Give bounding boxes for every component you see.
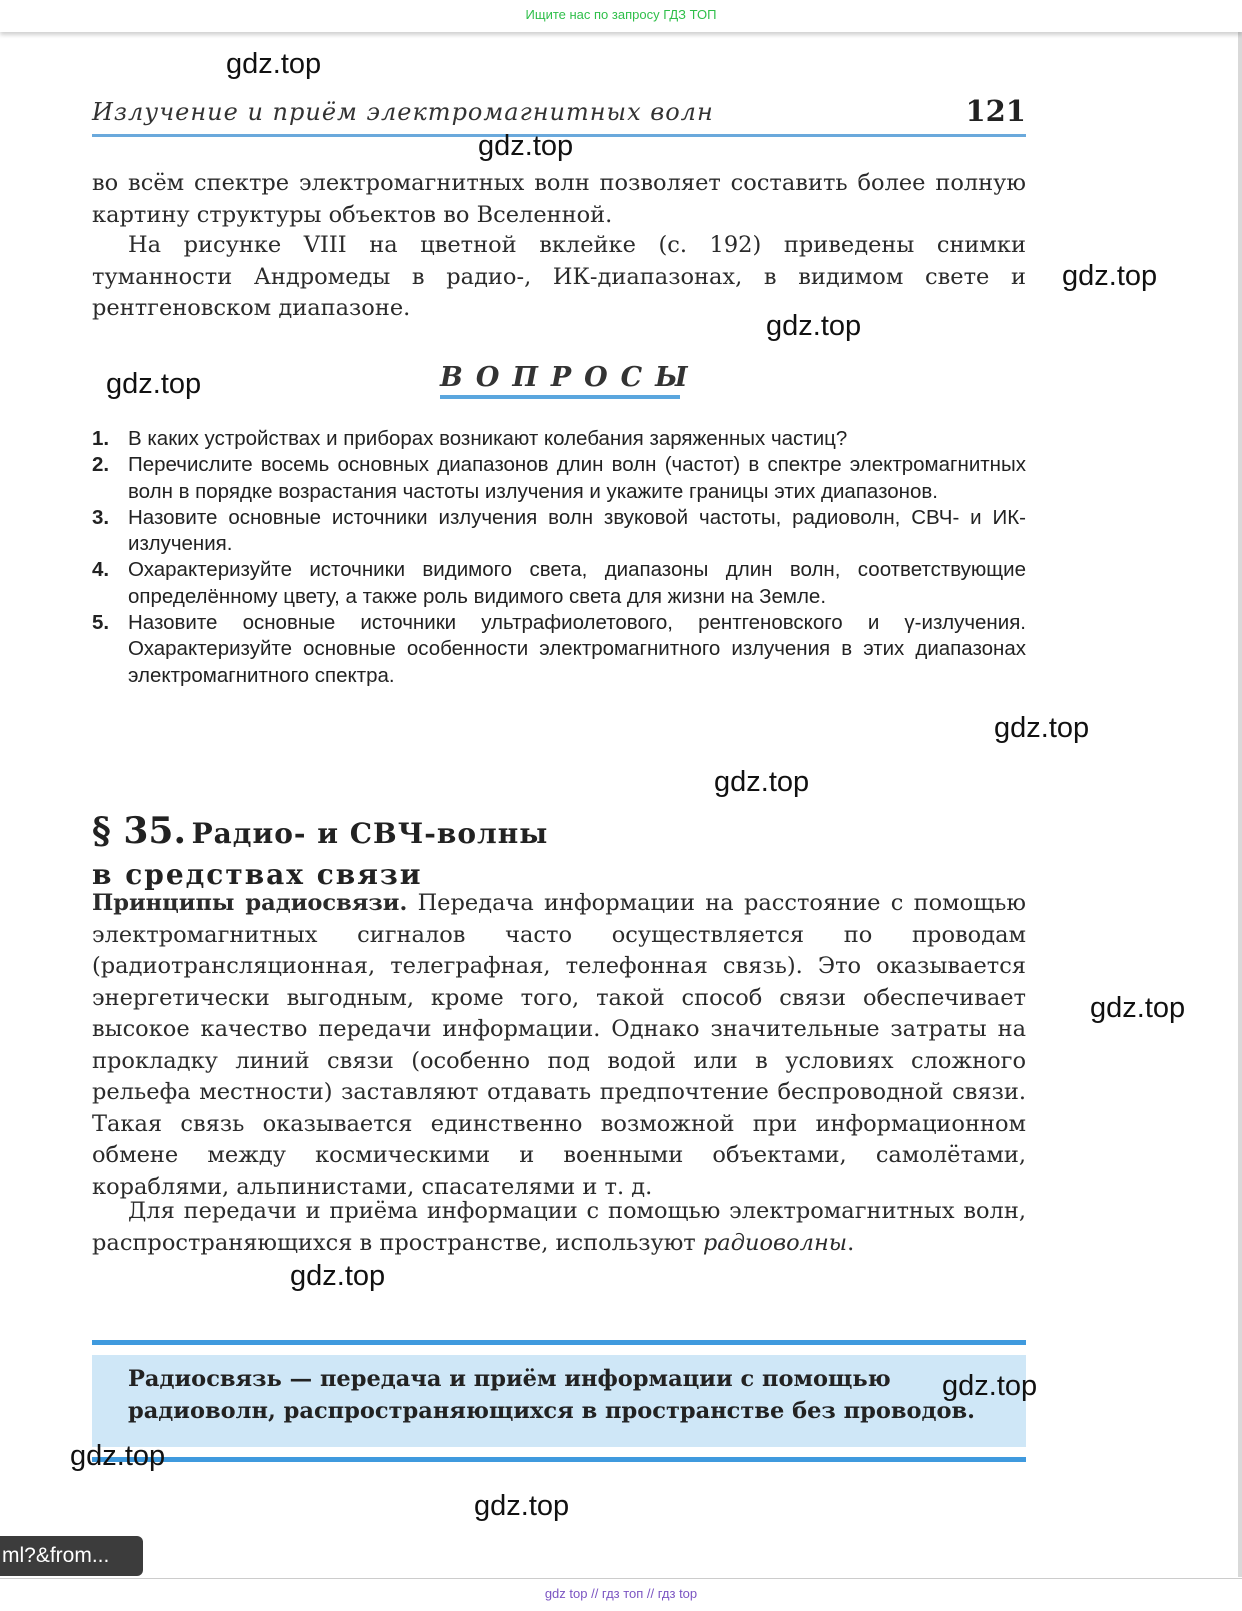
watermark: gdz.top xyxy=(1062,260,1158,292)
question-number: 4. xyxy=(92,558,110,582)
paragraph-radio-principles xyxy=(92,888,1026,1203)
paragraph-radiowaves xyxy=(92,1196,1026,1259)
header-title: Излучение и приём электромагнитных волн xyxy=(92,98,714,126)
watermark: gdz.top xyxy=(994,712,1090,744)
page-right-edge xyxy=(1238,32,1242,1577)
section-title-line1: Радио- и СВЧ-волны xyxy=(191,817,549,850)
question-text: Охарактеризуйте источники видимого света, диапазоны длин волн, соответствующие определённому цвету, а также роль видимого света для жизни на Земле. xyxy=(128,558,1026,608)
top-banner: Ищите нас по запросу ГДЗ ТОП xyxy=(0,0,1242,32)
question-item xyxy=(92,426,1026,452)
definition-text: Радиосвязь — передача и приём информации с помощью радиоволн, распространяющихся в пространстве без проводов. xyxy=(128,1366,975,1424)
question-number: 1. xyxy=(92,427,110,450)
paragraph-body-text: Для передачи и приёма информации с помощью электромагнитных волн, распространяющихся в пространстве, используют xyxy=(92,1198,1026,1256)
paragraph-continued: во всём спектре электромагнитных волн позволяет составить более полную картину структуры объектов во Вселенной. xyxy=(92,170,1026,228)
paragraph-andromeda: На рисунке VIII на цветной вклейке (с. 192) приведены снимки туманности Андромеды в радио-, ИК-диапазонах, в видимом свете и рентгеновском диапазоне. xyxy=(92,232,1026,321)
question-number: 2. xyxy=(92,453,110,477)
questions-list xyxy=(92,426,1026,689)
question-item xyxy=(92,557,1026,610)
url-tooltip[interactable]: ml?&from... xyxy=(0,1536,143,1576)
term-radiowaves: радиоволны xyxy=(702,1229,848,1256)
section-heading xyxy=(92,810,548,895)
paragraph-period: . xyxy=(847,1229,855,1256)
paragraph-body-text: Передача информации на расстояние с помощью электромагнитных сигналов часто осуществляется по проводам (радиотрансляционная, телеграфная, телефонная связь). Это оказывается энергетически выгодным, кроме того, такой способ связи обеспечивает высокое качество передачи информации. Однако значительные затраты на прокладку линий связи (особенно под водой или в условиях сложного рельефа местности) заставляют отдавать предпочтение беспроводной связи. Такая связь оказывается единственно возможной при информационном обмене между космическими и военными объектами, самолётами, кораблями, альпинистами, спасателями и т. д. xyxy=(92,890,1026,1200)
footer-links[interactable]: gdz top // гдз топ // гдз top xyxy=(0,1578,1242,1611)
question-number: 5. xyxy=(92,611,110,635)
watermark: gdz.top xyxy=(226,48,322,80)
question-number: 3. xyxy=(92,505,110,529)
watermark: gdz.top xyxy=(766,310,862,342)
section-title-line2: в средствах связи xyxy=(92,858,423,891)
paragraph-lead-bold: Принципы радиосвязи. xyxy=(92,890,408,916)
watermark: gdz.top xyxy=(942,1370,1038,1402)
question-item xyxy=(92,505,1026,558)
question-text: Назовите основные источники ультрафиолетового, рентгеновского и γ-излучения. Охарактеризуйте основные особенности электромагнитного излучения в этих диапазонах электромагнитного спектра. xyxy=(128,611,1026,687)
watermark: gdz.top xyxy=(106,368,202,400)
question-item xyxy=(92,610,1026,689)
watermark: gdz.top xyxy=(714,766,810,798)
question-text: Перечислите восемь основных диапазонов длин волн (частот) в спектре электромагнитных волн в порядке возрастания частоты излучения и укажите границы этих диапазонов. xyxy=(128,453,1026,503)
questions-title: ВОПРОСЫ xyxy=(440,362,680,399)
question-text: Назовите основные источники излучения волн звуковой частоты, радиоволн, СВЧ- и ИК-излучения. xyxy=(128,505,1026,556)
watermark: gdz.top xyxy=(478,130,574,162)
watermark: gdz.top xyxy=(474,1490,570,1522)
watermark: gdz.top xyxy=(70,1440,166,1472)
section-symbol: § 35. xyxy=(92,810,186,852)
watermark: gdz.top xyxy=(1090,992,1186,1024)
watermark: gdz.top xyxy=(290,1260,386,1292)
question-text: В каких устройствах и приборах возникают колебания заряженных частиц? xyxy=(128,427,848,450)
definition-box xyxy=(92,1340,1026,1462)
question-item xyxy=(92,452,1026,505)
page-number: 121 xyxy=(965,94,1026,128)
